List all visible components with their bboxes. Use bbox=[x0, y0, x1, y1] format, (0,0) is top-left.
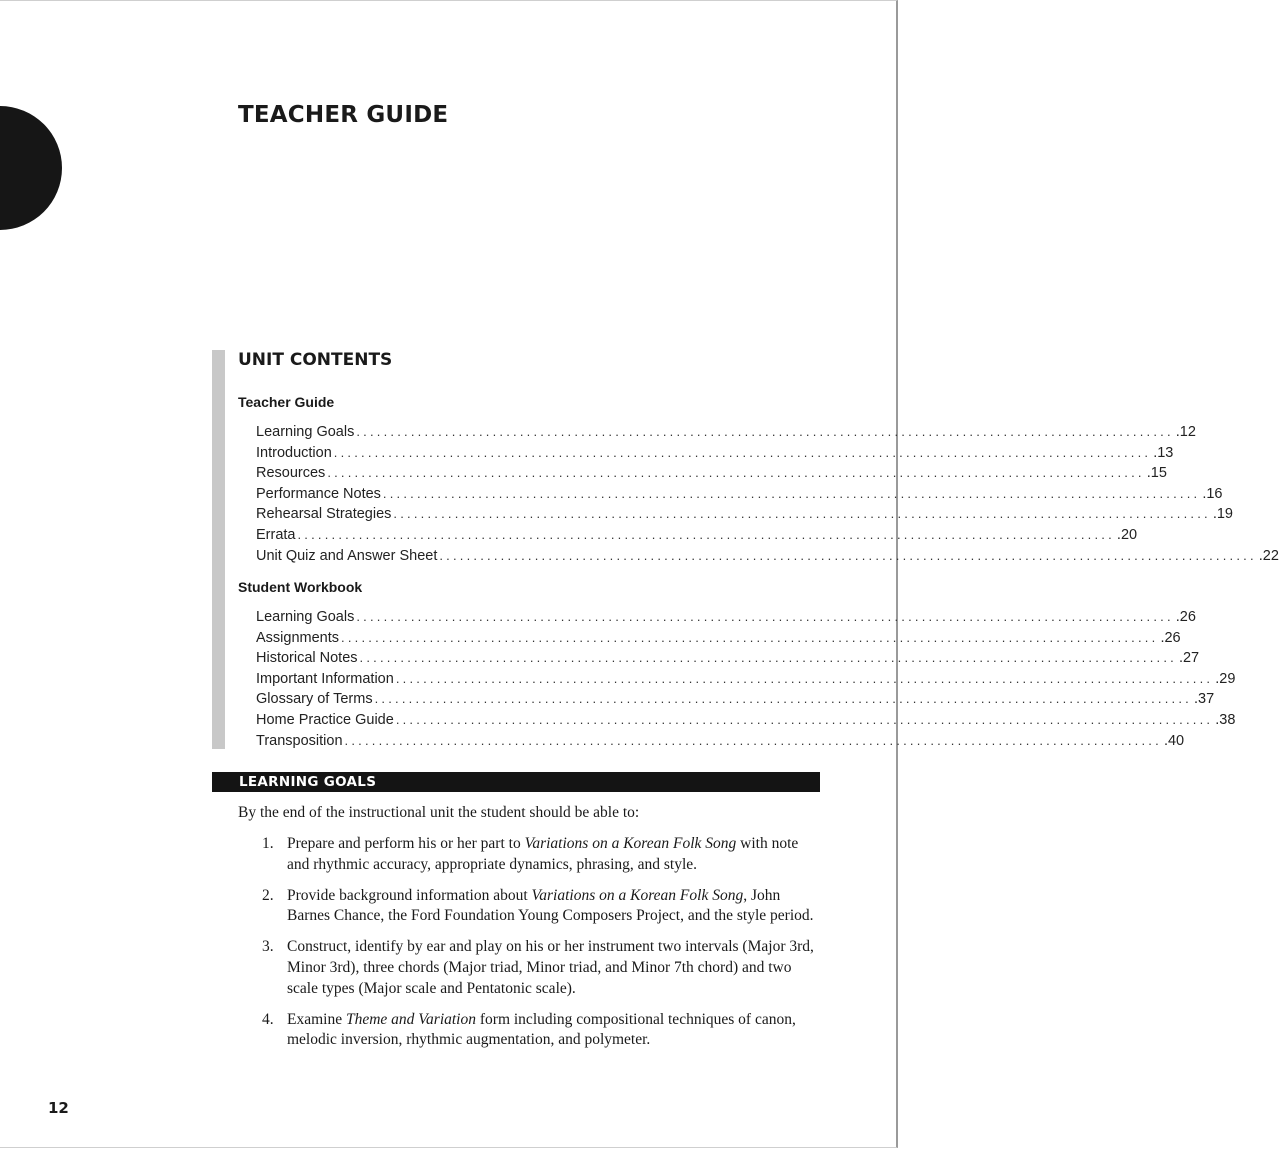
toc-page: .15 bbox=[1146, 465, 1167, 482]
learning-goals-heading: LEARNING GOALS bbox=[212, 772, 820, 792]
toc-label: Glossary of Terms bbox=[256, 691, 373, 708]
toc-label: Unit Quiz and Answer Sheet bbox=[256, 547, 438, 564]
toc-page: .16 bbox=[1202, 485, 1223, 502]
toc-page: .40 bbox=[1163, 732, 1185, 749]
toc-page: .27 bbox=[1178, 650, 1200, 667]
toc-entry[interactable] bbox=[256, 609, 1196, 630]
toc-label: Introduction bbox=[256, 444, 332, 461]
toc-leader-dots: ........................................................................................................................ bbox=[356, 609, 1174, 624]
chapter-tab-circle bbox=[0, 106, 62, 230]
toc-page: .38 bbox=[1215, 711, 1236, 728]
toc-entry[interactable] bbox=[256, 485, 1223, 507]
toc-page: .13 bbox=[1153, 444, 1174, 461]
goal-text: Prepare and perform his or her part to Variations on a Korean Folk Song with note and rhythmic accuracy, appropriate dynamics, phrasing, and style. bbox=[287, 835, 799, 873]
section-heading-teacher-guide: Teacher Guide bbox=[238, 394, 335, 410]
toc-entry[interactable] bbox=[256, 526, 1138, 548]
toc-label: Learning Goals bbox=[256, 609, 355, 625]
toc-entry[interactable] bbox=[256, 506, 1234, 527]
page-title: TEACHER GUIDE bbox=[238, 102, 449, 128]
learning-goals-list bbox=[262, 834, 822, 1061]
toc-leader-dots: ........................................................................................................................ bbox=[297, 526, 1115, 542]
goal-item bbox=[262, 1010, 822, 1052]
toc-entry[interactable] bbox=[256, 670, 1236, 692]
unit-contents-panel bbox=[212, 350, 1279, 750]
toc-entry[interactable] bbox=[256, 732, 1185, 754]
toc-entry[interactable] bbox=[256, 444, 1174, 466]
toc-label: Errata bbox=[256, 526, 296, 543]
goal-text: Construct, identify by ear and play on his or her instrument two intervals (Major 3rd, Minor 3rd), three chords (Major triad, Minor triad, and Minor 7th chord) and two scale types (Major scale and Pentatonic scale). bbox=[287, 938, 814, 997]
toc-leader-dots: ........................................................................................................................ bbox=[382, 485, 1201, 501]
toc-page: .12 bbox=[1175, 424, 1196, 440]
toc-page: .37 bbox=[1194, 691, 1215, 708]
toc-label: Home Practice Guide bbox=[256, 711, 394, 728]
toc-leader-dots: ........................................................................................................................ bbox=[374, 691, 1192, 707]
toc-leader-dots: ........................................................................................................................ bbox=[327, 465, 1145, 481]
goal-item bbox=[262, 937, 822, 999]
toc-entry[interactable] bbox=[256, 691, 1215, 712]
goal-text: Provide background information about Variations on a Korean Folk Song, John Barnes Chance, the Ford Foundation Young Composers Project, and the style period. bbox=[287, 886, 814, 925]
toc-label: Learning Goals bbox=[256, 424, 355, 440]
toc-entry[interactable] bbox=[256, 547, 1279, 569]
toc-page: .20 bbox=[1116, 526, 1138, 543]
toc-label: Performance Notes bbox=[256, 485, 381, 502]
section-heading-student-workbook: Student Workbook bbox=[238, 579, 363, 595]
toc-leader-dots: ........................................................................................................................ bbox=[333, 444, 1152, 460]
goal-number: 1. bbox=[262, 835, 274, 852]
goal-item bbox=[262, 886, 822, 928]
toc-page: .22 bbox=[1258, 547, 1279, 564]
toc-entry[interactable] bbox=[256, 629, 1181, 651]
toc-leader-dots: ........................................................................................................................ bbox=[341, 629, 1159, 645]
toc-leader-dots: ........................................................................................................................ bbox=[439, 547, 1257, 563]
toc-list-teacher-guide bbox=[256, 424, 1279, 568]
toc-entry[interactable] bbox=[256, 650, 1200, 671]
toc-label: Transposition bbox=[256, 732, 343, 749]
toc-leader-dots: ........................................................................................................................ bbox=[356, 424, 1174, 439]
toc-leader-dots: ........................................................................................................................ bbox=[344, 732, 1162, 748]
toc-label: Important Information bbox=[256, 670, 394, 687]
toc-leader-dots: ........................................................................................................................ bbox=[395, 670, 1214, 686]
toc-label: Rehearsal Strategies bbox=[256, 506, 392, 523]
goal-text: Examine Theme and Variation form including compositional techniques of canon, melodic inversion, rhythmic augmentation, and polymeter. bbox=[287, 1010, 796, 1049]
toc-label: Resources bbox=[256, 465, 326, 482]
toc-entry[interactable] bbox=[256, 711, 1236, 733]
toc-leader-dots: ........................................................................................................................ bbox=[395, 711, 1214, 727]
toc-label: Assignments bbox=[256, 629, 340, 646]
contents-title: UNIT CONTENTS bbox=[238, 350, 393, 370]
toc-page: .26 bbox=[1160, 629, 1181, 646]
toc-entry[interactable] bbox=[256, 465, 1167, 486]
toc-entry[interactable] bbox=[256, 424, 1196, 445]
toc-leader-dots: ........................................................................................................................ bbox=[393, 506, 1211, 522]
toc-page: .29 bbox=[1215, 670, 1236, 687]
goal-item bbox=[262, 834, 822, 876]
toc-page: .19 bbox=[1212, 506, 1234, 523]
goal-number: 2. bbox=[262, 886, 274, 904]
toc-page: .26 bbox=[1175, 609, 1196, 625]
toc-list-student-workbook bbox=[256, 609, 1236, 753]
learning-goals-intro: By the end of the instructional unit the student should be able to: bbox=[238, 804, 640, 821]
toc-label: Historical Notes bbox=[256, 650, 358, 667]
toc-leader-dots: ........................................................................................................................ bbox=[359, 650, 1177, 666]
page-number: 12 bbox=[48, 1099, 69, 1117]
goal-number: 4. bbox=[262, 1010, 274, 1028]
contents-side-bar bbox=[212, 350, 225, 749]
goal-number: 3. bbox=[262, 938, 274, 956]
